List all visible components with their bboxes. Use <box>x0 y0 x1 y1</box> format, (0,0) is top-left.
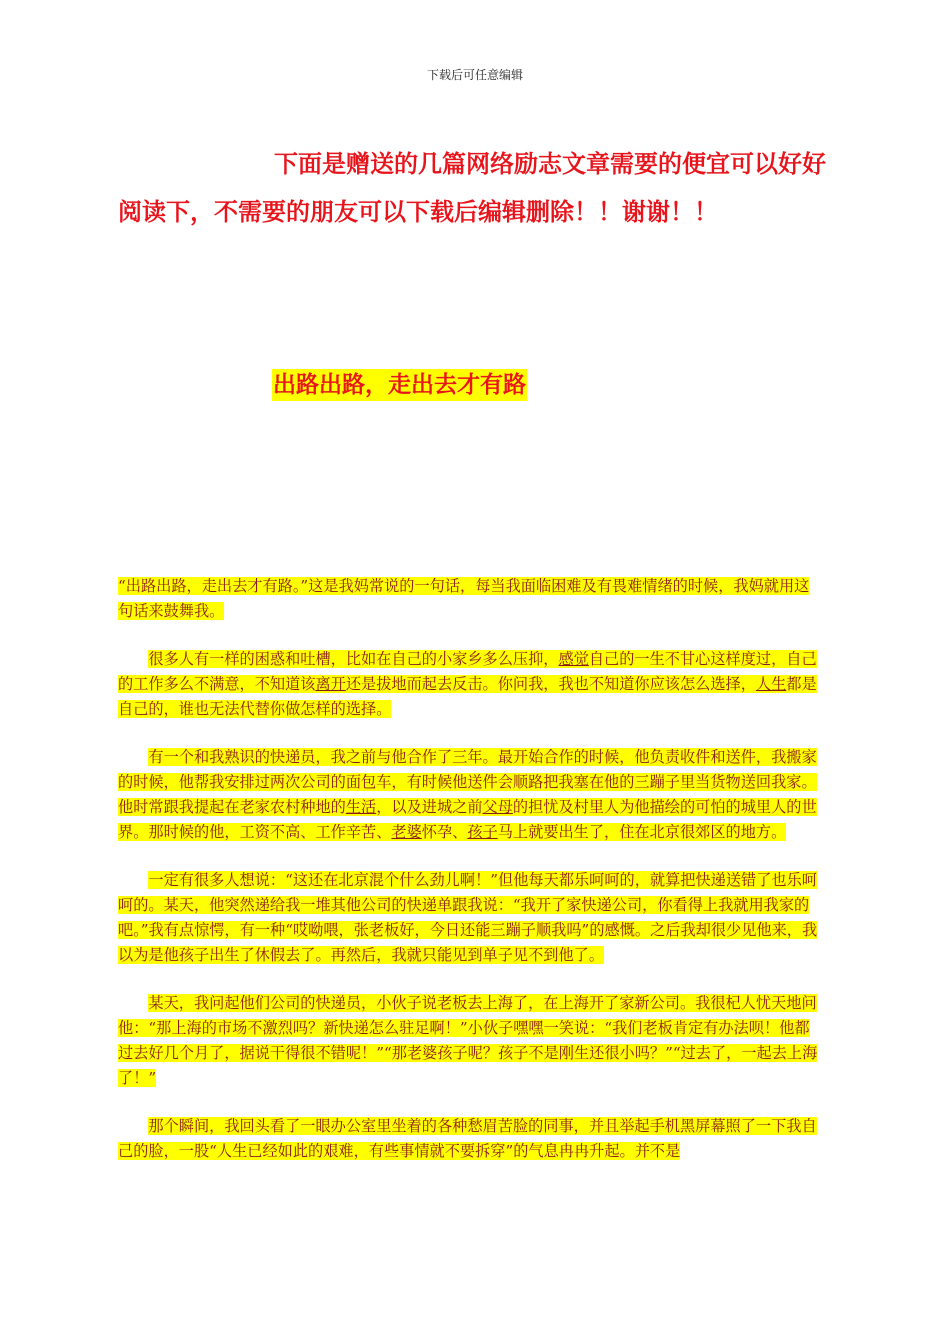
text-run: 自己的一生不甘心这样度过，自己的工作多么不满意，不知道该 <box>118 650 817 693</box>
gift-notice: 下面是赠送的几篇网络励志文章需要的便宜可以好好阅读下，不需要的朋友可以下载后编辑删除！！谢谢！！ <box>118 150 826 226</box>
article-paragraph <box>118 647 824 722</box>
article-body <box>118 574 824 1187</box>
text-run: 有一个和我熟识的快递员，我之前与他合作了三年。最开始合作的时候，他负责收件和送件，我搬家的时候，他帮我安排过两次公司的面包车，有时候他送件会顺路把我塞在他的三蹦子里当货物送回我家。他时常跟我提起在老家农村种地的 <box>118 748 817 816</box>
article-paragraph <box>118 574 824 624</box>
article-paragraph <box>118 991 824 1091</box>
highlighted-text <box>118 650 817 718</box>
underlined-keyword: 人生 <box>755 675 787 693</box>
article-paragraph <box>118 745 824 845</box>
article-paragraph <box>118 868 824 968</box>
text-run: 马上就要出生了，住在北京很郊区的地方。 <box>497 823 787 841</box>
text-run: 都是自己的，谁也无法代替你做怎样的选择。 <box>118 675 817 718</box>
underlined-keyword: 孩子 <box>467 823 498 841</box>
text-run: 那个瞬间，我回头看了一眼办公室里坐着的各种愁眉苦脸的同事，并且举起手机黑屏幕照了一下我自己的脸，一股“人生已经如此的艰难，有些事情就不要拆穿”的气息冉冉升起。并不是 <box>118 1117 817 1160</box>
highlighted-text <box>118 1117 817 1160</box>
underlined-keyword: 离开 <box>315 675 346 693</box>
text-run: 很多人有一样的困惑和吐槽，比如在自己的小家乡多么压抑， <box>148 650 559 668</box>
underlined-keyword: 生活 <box>345 798 377 816</box>
underlined-keyword: 感觉 <box>558 650 589 668</box>
header-note: 下载后可任意编辑 <box>426 68 523 82</box>
text-run: ，以及进城之前 <box>376 798 483 816</box>
article-paragraph <box>118 1114 824 1164</box>
underlined-keyword: 老婆 <box>391 823 422 841</box>
text-run: 的担忧及村里人为他描绘的可怕的城里人的世界。那时候的他，工资不高、工作辛苦、 <box>118 798 817 841</box>
text-run: 怀孕、 <box>421 823 468 841</box>
highlighted-text <box>118 994 817 1087</box>
text-run: 某天，我问起他们公司的快递员，小伙子说老板去上海了，在上海开了家新公司。我很杞人忧天地问他：“那上海的市场不激烈吗？新快递怎么驻足啊！”小伙子嘿嘿一笑说：“我们老板肯定有办法呗！他都过去好几个月了，据说干得很不错呢！”“那老婆孩子呢？孩子不是刚生还很小吗？”“过去了，一起去上海了！” <box>118 994 818 1087</box>
highlighted-text <box>118 871 817 964</box>
highlighted-text <box>118 748 817 841</box>
highlighted-text <box>118 577 809 620</box>
article-title: 出路出路，走出去才有路 <box>272 369 527 401</box>
text-run: “出路出路，走出去才有路。”这是我妈常说的一句话，每当我面临困难及有畏难情绪的时候，我妈就用这句话来鼓舞我。 <box>118 577 810 620</box>
text-run: 一定有很多人想说：“这还在北京混个什么劲儿啊！”但他每天都乐呵呵的，就算把快递送错了也乐呵呵的。某天，他突然递给我一堆其他公司的快递单跟我说：“我开了家快递公司，你看得上我就用我家的吧。”我有点惊愕，有一种“哎呦喂，张老板好，今日还能三蹦子顺我吗”的感慨。之后我却很少见他来，我以为是他孩子出生了休假去了。再然后，我就只能见到单子见不到他了。 <box>118 871 818 964</box>
underlined-keyword: 父母 <box>482 798 513 816</box>
text-run: 还是拔地而起去反击。你问我，我也不知道你应该怎么选择， <box>345 675 756 693</box>
